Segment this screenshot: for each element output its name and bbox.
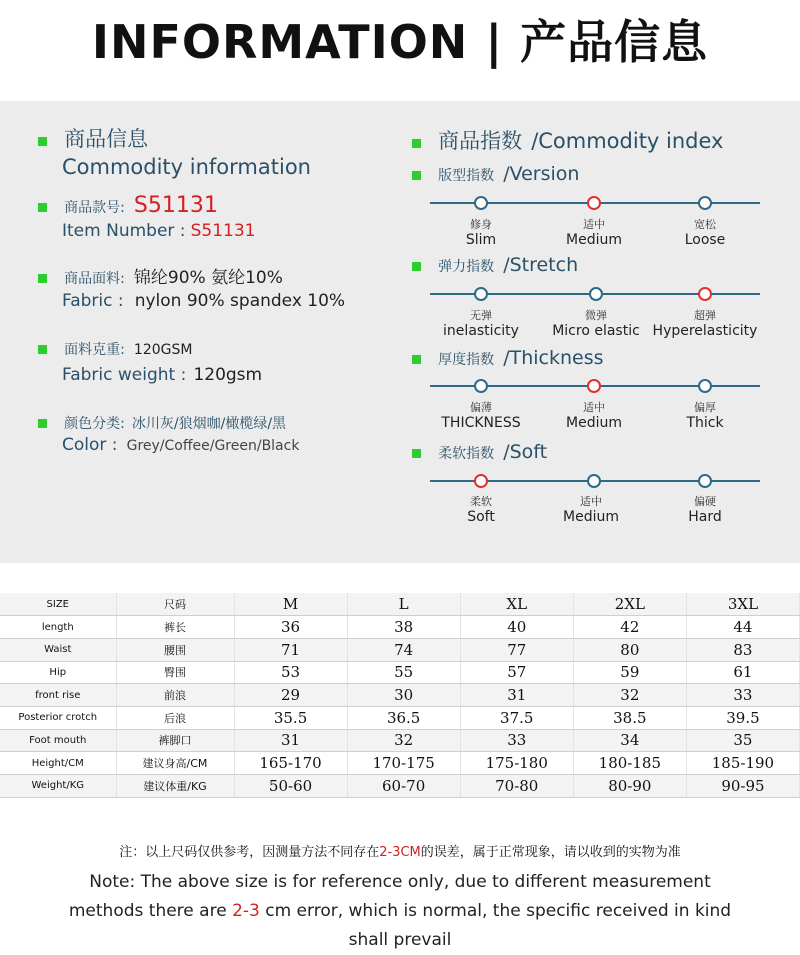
table-row <box>0 752 800 775</box>
table-cell: 55 <box>347 661 460 684</box>
soft-scale <box>430 475 760 487</box>
table-cell: 44 <box>686 616 799 639</box>
scale-dot <box>474 379 488 393</box>
bullet-icon <box>38 203 47 212</box>
table-cell-label-cn: 后浪 <box>116 706 234 729</box>
thickness-option-thin: 偏薄 THICKNESS <box>441 401 521 431</box>
table-cell: 74 <box>347 638 460 661</box>
table-cell: 180-185 <box>573 752 686 775</box>
bullet-icon <box>38 419 47 428</box>
bullet-icon <box>38 274 47 283</box>
table-cell: 57 <box>460 661 573 684</box>
table-cell: 33 <box>460 729 573 752</box>
table-cell: 40 <box>460 616 573 639</box>
commodity-index-heading: 商品指数 /Commodity index <box>412 125 724 155</box>
table-cell-label-cn: 裤脚口 <box>116 729 234 752</box>
table-cell: 2XL <box>573 593 686 616</box>
note-en: Note: The above size is for reference only, due to different measurement methods there are 2-3 cm error, which is normal, the specific received in kind shall prevail <box>68 872 732 950</box>
scale-dot <box>698 287 712 301</box>
item-number-en: Item Number : S51131 <box>62 221 256 241</box>
table-cell: 31 <box>460 684 573 707</box>
table-cell-label-cn: 裤长 <box>116 616 234 639</box>
note-cn: 注：以上尺码仅供参考，因测量方法不同存在2-3CM的误差，属于正常现象，请以收到的实物为准 <box>119 845 681 860</box>
color-cn: 颜色分类: 冰川灰/狼烟咖/橄榄绿/黑 <box>38 413 286 433</box>
table-cell: 80 <box>573 638 686 661</box>
table-cell: 32 <box>347 729 460 752</box>
weight-cn: 面料克重: 120GSM <box>38 339 192 359</box>
table-cell: 80-90 <box>573 775 686 798</box>
scale-dot <box>698 379 712 393</box>
item-number-cn: 商品款号: S51131 <box>38 193 218 218</box>
heading-cn: 商品信息 <box>64 127 149 151</box>
table-row <box>0 638 800 661</box>
table-cell: 3XL <box>686 593 799 616</box>
bullet-icon <box>38 345 47 354</box>
bullet-icon <box>412 355 421 364</box>
bullet-icon <box>412 262 421 271</box>
table-row <box>0 616 800 639</box>
table-cell: L <box>347 593 460 616</box>
table-row <box>0 706 800 729</box>
table-cell: 39.5 <box>686 706 799 729</box>
version-scale <box>430 197 760 209</box>
stretch-scale <box>430 288 760 300</box>
scale-dot <box>698 474 712 488</box>
table-cell: 31 <box>234 729 347 752</box>
table-cell: 61 <box>686 661 799 684</box>
table-cell: 77 <box>460 638 573 661</box>
table-cell-label-en: SIZE <box>0 593 116 616</box>
table-cell-label-en: Height/CM <box>0 752 116 775</box>
soft-option-soft: 柔软 Soft <box>467 495 495 525</box>
table-cell: 38.5 <box>573 706 686 729</box>
bullet-icon <box>412 449 421 458</box>
table-cell: 175-180 <box>460 752 573 775</box>
table-header-row <box>0 593 800 616</box>
table-cell-label-en: Weight/KG <box>0 775 116 798</box>
version-option-slim: 修身 Slim <box>465 218 497 248</box>
table-cell: 185-190 <box>686 752 799 775</box>
bullet-icon <box>412 171 421 180</box>
scale-dot <box>698 196 712 210</box>
commodity-info-heading <box>38 123 148 153</box>
scale-dot <box>474 474 488 488</box>
table-cell: M <box>234 593 347 616</box>
table-row <box>0 775 800 798</box>
table-cell: 71 <box>234 638 347 661</box>
soft-option-hard: 偏硬 Hard <box>688 495 722 525</box>
scale-dot <box>474 287 488 301</box>
table-cell-label-cn: 臀围 <box>116 661 234 684</box>
table-cell: 33 <box>686 684 799 707</box>
table-cell-label-en: Hip <box>0 661 116 684</box>
heading-en: Commodity information <box>62 155 311 179</box>
soft-option-medium: 适中 Medium <box>563 495 619 525</box>
table-cell: 29 <box>234 684 347 707</box>
table-cell: 90-95 <box>686 775 799 798</box>
scale-dot <box>589 287 603 301</box>
table-row <box>0 729 800 752</box>
scale-dot <box>587 474 601 488</box>
table-cell: 83 <box>686 638 799 661</box>
index-thickness-title: 厚度指数 /Thickness <box>412 347 604 369</box>
table-cell: 35.5 <box>234 706 347 729</box>
table-cell-label-en: Waist <box>0 638 116 661</box>
table-cell: 38 <box>347 616 460 639</box>
table-cell: 32 <box>573 684 686 707</box>
table-cell-label-en: Foot mouth <box>0 729 116 752</box>
table-cell-label-en: length <box>0 616 116 639</box>
fabric-cn: 商品面料: 锦纶90% 氨纶10% <box>38 263 283 288</box>
index-soft-title: 柔软指数 /Soft <box>412 441 547 463</box>
table-cell-label-cn: 前浪 <box>116 684 234 707</box>
page-title: INFORMATION | 产品信息 <box>91 15 709 69</box>
table-cell: 170-175 <box>347 752 460 775</box>
info-panel <box>0 101 800 563</box>
version-option-loose: 宽松 Loose <box>684 218 726 248</box>
table-cell: 59 <box>573 661 686 684</box>
scale-dot <box>474 196 488 210</box>
table-cell: 42 <box>573 616 686 639</box>
table-cell: 60-70 <box>347 775 460 798</box>
table-cell: 30 <box>347 684 460 707</box>
version-option-medium: 适中 Medium <box>566 218 622 248</box>
fabric-en: Fabric : nylon 90% spandex 10% <box>62 291 346 311</box>
thickness-option-thick: 偏厚 Thick <box>686 401 724 431</box>
table-cell: 36.5 <box>347 706 460 729</box>
stretch-option-inelasticity: 无弹 inelasticity <box>443 309 519 339</box>
thickness-scale <box>430 380 760 392</box>
table-cell-label-en: front rise <box>0 684 116 707</box>
table-cell: 70-80 <box>460 775 573 798</box>
table-cell: 35 <box>686 729 799 752</box>
stretch-option-micro: 微弹 Micro elastic <box>552 309 640 339</box>
table-cell-label-en: Posterior crotch <box>0 706 116 729</box>
stretch-option-hyper: 超弹 Hyperelasticity <box>652 309 758 339</box>
table-cell: 36 <box>234 616 347 639</box>
table-cell: 37.5 <box>460 706 573 729</box>
bullet-icon <box>38 137 47 146</box>
weight-en: Fabric weight : 120gsm <box>62 365 263 385</box>
table-cell: 34 <box>573 729 686 752</box>
table-cell-label-cn: 尺码 <box>116 593 234 616</box>
table-cell-label-cn: 建议身高/CM <box>116 752 234 775</box>
table-row <box>0 684 800 707</box>
table-cell: 165-170 <box>234 752 347 775</box>
table-cell: XL <box>460 593 573 616</box>
table-cell-label-cn: 腰围 <box>116 638 234 661</box>
table-row <box>0 661 800 684</box>
color-en: Color : Grey/Coffee/Green/Black <box>62 435 300 455</box>
table-cell: 50-60 <box>234 775 347 798</box>
thickness-option-medium: 适中 Medium <box>566 401 622 431</box>
table-cell: 53 <box>234 661 347 684</box>
table-cell-label-cn: 建议体重/KG <box>116 775 234 798</box>
scale-dot <box>587 379 601 393</box>
index-version-title: 版型指数 /Version <box>412 163 579 185</box>
scale-dot <box>587 196 601 210</box>
size-table <box>0 593 800 798</box>
index-stretch-title: 弹力指数 /Stretch <box>412 254 578 276</box>
bullet-icon <box>412 139 421 148</box>
